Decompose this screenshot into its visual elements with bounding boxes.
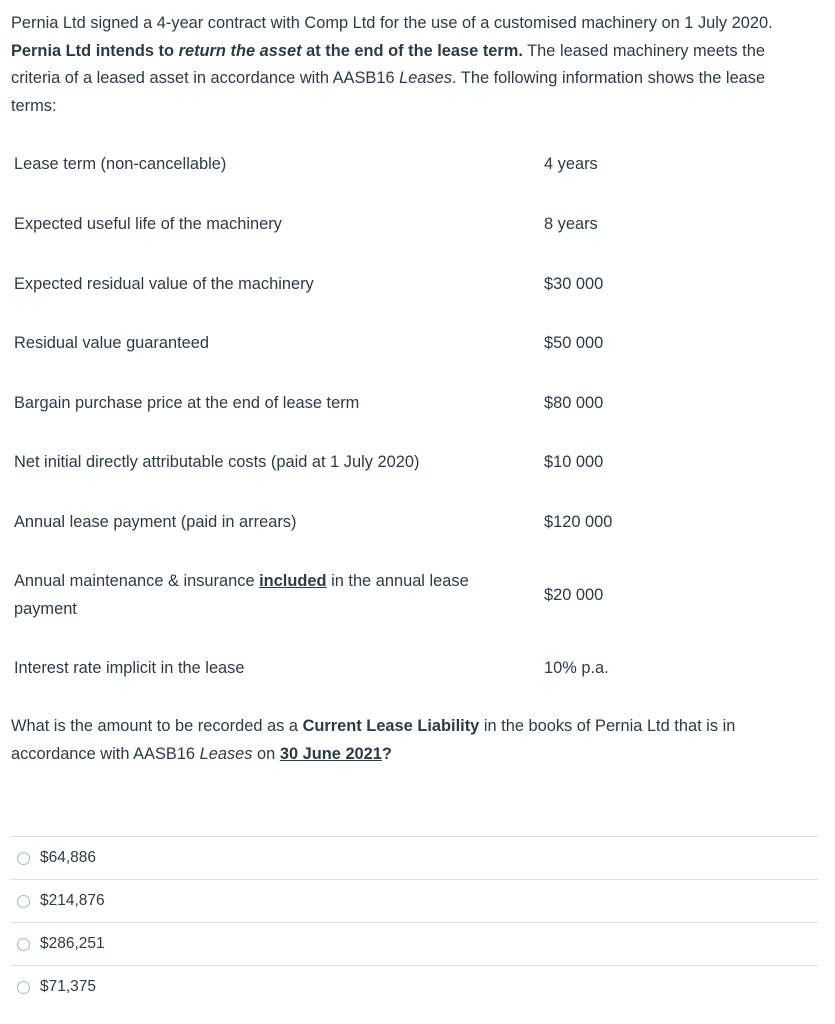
question-date: 30 June 2021: [279, 744, 382, 763]
term-value: 4 years: [544, 155, 598, 173]
answer-label[interactable]: $214,876: [40, 892, 105, 909]
intro-text-3: . The following information shows the lease terms:: [11, 69, 766, 115]
radio-button[interactable]: [17, 895, 30, 908]
answer-label[interactable]: $64,886: [40, 849, 97, 866]
term-value: $20 000: [544, 586, 604, 604]
answer-option[interactable]: [11, 879, 818, 922]
answer-label[interactable]: $286,251: [40, 935, 105, 952]
question-text-1: What is the amount to be recorded as a: [11, 717, 298, 735]
answer-label[interactable]: $71,375: [40, 978, 97, 995]
term-label: Interest rate implicit in the lease: [14, 659, 245, 677]
intro-text-2: The leased machinery meets the criteria of a leased asset in accordance with AASB16: [11, 41, 765, 87]
question-prompt: [11, 713, 811, 768]
term-value: 10% p.a.: [544, 659, 609, 677]
term-label: Expected useful life of the machinery: [14, 215, 282, 233]
question-italic: Leases: [199, 744, 253, 763]
term-value: $80 000: [544, 394, 604, 412]
intro-bold-2: at the end of the lease term.: [306, 41, 523, 60]
term-label-pre: Annual maintenance & insurance: [14, 572, 255, 590]
answer-option[interactable]: [11, 836, 818, 879]
intro-text-1: Pernia Ltd signed a 4-year contract with Comp Ltd for the use of a customised machinery on 1 July 2020.: [11, 14, 773, 32]
radio-button[interactable]: [17, 938, 30, 951]
term-label: Bargain purchase price at the end of lease term: [14, 394, 360, 412]
answer-option[interactable]: [11, 922, 818, 965]
question-mark: ?: [381, 744, 392, 763]
answer-options: [11, 836, 818, 1008]
term-label: Residual value guaranteed: [14, 334, 210, 352]
question-text-2: in the books of Pernia Ltd that is in accordance with AASB16: [11, 717, 736, 763]
question-intro: [11, 10, 811, 120]
question-bold: Current Lease Liability: [302, 717, 480, 735]
intro-bold-1: Pernia Ltd intends to: [11, 41, 175, 60]
term-label-post: in the annual lease payment: [14, 572, 469, 618]
term-value: $120 000: [544, 513, 613, 531]
radio-button[interactable]: [17, 981, 30, 994]
question-on: on: [257, 744, 276, 763]
term-label: Net initial directly attributable costs (paid at 1 July 2020): [14, 453, 420, 471]
term-value: $50 000: [544, 334, 604, 352]
intro-italic-leases: Leases: [399, 69, 452, 87]
term-value: $30 000: [544, 275, 604, 293]
term-label: Expected residual value of the machinery: [14, 275, 314, 293]
term-value: $10 000: [544, 453, 604, 471]
intro-bold-italic: return the asset: [178, 41, 302, 60]
answer-option[interactable]: [11, 965, 818, 1008]
term-label: Lease term (non-cancellable): [14, 155, 227, 173]
term-label: [14, 568, 514, 623]
term-label-emphasis: included: [259, 572, 327, 590]
term-label: Annual lease payment (paid in arrears): [14, 513, 297, 531]
radio-button[interactable]: [17, 852, 30, 865]
term-value: 8 years: [544, 215, 598, 233]
